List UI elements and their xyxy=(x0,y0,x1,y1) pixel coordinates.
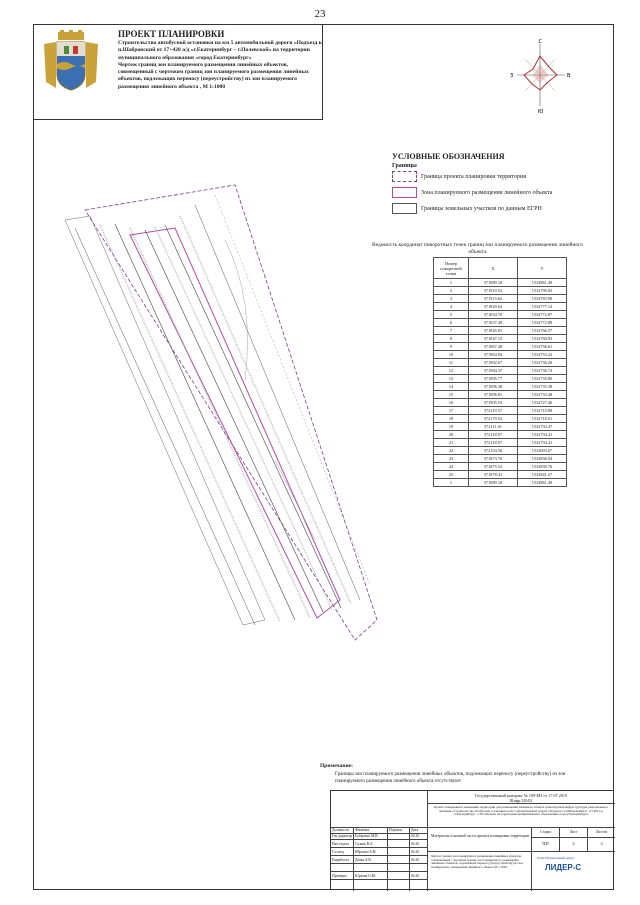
wind-rose-icon xyxy=(505,34,575,114)
road-centerline xyxy=(145,230,323,612)
coord-point-number: 20 xyxy=(434,431,469,439)
coord-header: X xyxy=(469,258,518,279)
coord-row xyxy=(434,295,567,303)
title-block xyxy=(330,790,614,890)
sheet-value: 2 xyxy=(572,841,575,846)
coord-point-number: 25 xyxy=(434,471,469,479)
coord-y: 1532753.22 xyxy=(518,351,567,359)
coord-y: 1532766.57 xyxy=(518,327,567,335)
coord-x: 371910.52 xyxy=(469,287,518,295)
coord-x: 371896.38 xyxy=(469,383,518,391)
coord-row xyxy=(434,343,567,351)
coord-row xyxy=(434,311,567,319)
coord-y: 1532772.88 xyxy=(518,319,567,327)
legend-item-land-parcels xyxy=(392,203,542,214)
coord-y: 1532736.20 xyxy=(518,359,567,367)
legend-item-project-boundary xyxy=(392,171,526,182)
coord-point-number: 13 xyxy=(434,375,469,383)
compass-south: Ю xyxy=(538,109,544,114)
page-number: 23 xyxy=(314,8,326,20)
coord-point-number: 11 xyxy=(434,359,469,367)
coord-row xyxy=(434,319,567,327)
coord-row xyxy=(434,463,567,471)
coord-point-number: 19 xyxy=(434,423,469,431)
coord-y: 1532861.49 xyxy=(518,279,567,287)
signer-date: 04.20 xyxy=(411,834,420,838)
coord-y: 1532733.48 xyxy=(518,391,567,399)
coord-row xyxy=(434,455,567,463)
compass-west: З xyxy=(510,73,514,79)
project-description-line-2: Чертеж границ зон планируемого размещения линейных объектов, совмещенный с чертежом границ зон планируемого размещения линейных объектов, подлежащих переносу (переустройству) из зон планируемого размещения линейного объекта , М 1:1000 xyxy=(118,61,309,90)
coord-point-number: 9 xyxy=(434,343,469,351)
legend-label: Зона планируемого размещения линейного объекта xyxy=(421,189,553,196)
signer-name: Бобровых М.В. xyxy=(355,834,379,838)
coord-x: 371892.67 xyxy=(469,359,518,367)
road-edge xyxy=(115,224,295,620)
coord-y: 1532718.01 xyxy=(518,415,567,423)
coord-x: 372111.01 xyxy=(469,423,518,431)
signer-date: 04.20 xyxy=(411,842,420,846)
legend-label: Границы земельных участков по данным ЕГРН xyxy=(421,205,542,212)
coord-point-number: 4 xyxy=(434,303,469,311)
stamp-column-header: Должность xyxy=(332,828,350,832)
coord-x: 371829.64 xyxy=(469,303,518,311)
signer-name: Деева А.В. xyxy=(355,858,372,862)
signer-date: 04.20 xyxy=(411,874,420,878)
coord-row xyxy=(434,375,567,383)
coord-y: 1532736.74 xyxy=(518,367,567,375)
coord-y: 1532861.49 xyxy=(518,479,567,487)
sheet-label: Лист xyxy=(569,830,578,834)
sheet-title: Материалы основной части проекта планировки территории xyxy=(431,834,530,838)
coord-row xyxy=(434,287,567,295)
stamp-column-header: Подпись xyxy=(389,828,403,832)
coord-x: 372118.97 xyxy=(469,439,518,447)
coord-row xyxy=(434,383,567,391)
coord-point-number: 12 xyxy=(434,367,469,375)
coord-point-number: 2 xyxy=(434,287,469,295)
project-code: Шифр 320/02 xyxy=(509,798,533,803)
coord-y: 1532735.80 xyxy=(518,375,567,383)
coord-point-number: 1 xyxy=(434,479,469,487)
stage-label: Стадия xyxy=(540,830,551,834)
signer-position: Ген.директор xyxy=(332,834,353,838)
road-edge xyxy=(195,205,360,600)
coord-x: 371837.49 xyxy=(469,319,518,327)
compass-east: В xyxy=(567,73,571,79)
coord-y: 1532777.14 xyxy=(518,303,567,311)
signer-position: Нач.отдела xyxy=(332,842,349,846)
coord-point-number: 7 xyxy=(434,327,469,335)
coord-row xyxy=(434,351,567,359)
coord-y: 1532756.61 xyxy=(518,343,567,351)
coordinates-table xyxy=(433,257,567,487)
coord-x: 371834.70 xyxy=(469,311,518,319)
land-parcel xyxy=(65,216,265,625)
coord-x: 371889.18 xyxy=(469,479,518,487)
coord-row xyxy=(434,407,567,415)
legend-swatch xyxy=(392,187,417,198)
legend-swatch xyxy=(392,203,417,214)
coord-x: 371864.94 xyxy=(469,351,518,359)
city-emblem xyxy=(40,30,102,92)
signer-name: Ибрагим А.Н. xyxy=(355,850,377,854)
project-description-line-1: Строительство автобусной остановки на км 5 автомобильной дороги «Подъезд к п.Шабровский от 17+420 а/д «г.Екатеринбург – г.Полевской» на территории муниципального образования «город Екатеринбург» xyxy=(118,40,322,61)
signer-name: Юрлова О.Ю. xyxy=(355,874,377,878)
sheets-label: Листов xyxy=(596,830,607,834)
signer-date: 04.20 xyxy=(411,858,420,862)
coord-point-number: 21 xyxy=(434,439,469,447)
legend-item-placement-zone xyxy=(392,187,552,198)
hatching xyxy=(130,228,310,618)
hatching xyxy=(180,216,351,604)
coord-row xyxy=(434,439,567,447)
compass-north: С xyxy=(538,39,542,45)
coord-point-number: 15 xyxy=(434,391,469,399)
coord-point-number: 24 xyxy=(434,463,469,471)
coord-row xyxy=(434,359,567,367)
coord-y: 1532710.88 xyxy=(518,407,567,415)
company-subtitle: ООО Независимый центр xyxy=(537,856,575,860)
legend-title: УСЛОВНЫЕ ОБОЗНАЧЕНИЯ xyxy=(392,152,505,161)
coord-x: 371867.48 xyxy=(469,343,518,351)
coord-x: 371895.77 xyxy=(469,375,518,383)
stamp-column-header: Дата xyxy=(411,828,419,832)
coord-x: 371896.81 xyxy=(469,391,518,399)
coord-y: 1532783.98 xyxy=(518,295,567,303)
signer-name: Сузная В.А. xyxy=(355,842,374,846)
coord-point-number: 10 xyxy=(434,351,469,359)
note-text: Границы зон планируемого размещения линейных объектов, подлежащих переносу (переустройству) из зон планируемого размещения линейного объекта отсутствуют xyxy=(335,772,566,784)
project-title: ПРОЕКТ ПЛАНИРОВКИ xyxy=(118,29,225,39)
coord-y: 1532841.27 xyxy=(518,471,567,479)
coord-table-caption: Ведомость координат поворотных точек границ зон планируемого размещения линейного объекта xyxy=(371,242,584,255)
company-logo: ЛИДЕР-С xyxy=(545,863,582,872)
coord-point-number: 16 xyxy=(434,399,469,407)
site-plan-map xyxy=(55,180,385,650)
note-title: Примечание: xyxy=(320,763,354,769)
coord-x: 371915.62 xyxy=(469,295,518,303)
coord-x: 371845.81 xyxy=(469,327,518,335)
stamp-project-description: Проект планировки и межевания территории для размещения линейного объекта транспортной инфраструктуры регионального значения «Строительство автобусной остановки на км 5 автомобильной дороги «Подъезд к п.Шабровский от 17+420 а/д «г.Екатеринбург – г.Полевской» на территории муниципального образования «город Екатеринбург» xyxy=(433,805,609,817)
coord-point-number: 3 xyxy=(434,295,469,303)
coord-point-number: 22 xyxy=(434,447,469,455)
coord-row xyxy=(434,367,567,375)
coord-point-number: 18 xyxy=(434,415,469,423)
coord-y: 1532693.67 xyxy=(518,447,567,455)
coord-point-number: 5 xyxy=(434,311,469,319)
coord-row xyxy=(434,335,567,343)
coord-y: 1532760.93 xyxy=(518,335,567,343)
utility-line xyxy=(225,240,248,380)
coord-row xyxy=(434,431,567,439)
coord-point-number: 23 xyxy=(434,455,469,463)
coord-point-number: 8 xyxy=(434,335,469,343)
coord-point-number: 6 xyxy=(434,319,469,327)
coord-y: 1532704.47 xyxy=(518,423,567,431)
hatching xyxy=(100,225,280,622)
coord-x: 371847.15 xyxy=(469,335,518,343)
legend-subtitle: Границы xyxy=(392,163,417,169)
coord-row xyxy=(434,415,567,423)
sheets-value: 3 xyxy=(600,841,603,846)
utility-line xyxy=(215,195,370,585)
coord-row xyxy=(434,399,567,407)
drawing-description: Чертеж границ зон планируемого размещения линейных объектов, совмещенный с чертежом границ зон планируемого размещения линейных объектов, подлежащих переносу (переустройству) из зон планируемого размещения линейного объекта М 1:1000 xyxy=(431,854,523,870)
stamp-column-header: Фамилия xyxy=(355,828,370,832)
coord-point-number: 17 xyxy=(434,407,469,415)
coord-x: 372170.52 xyxy=(469,415,518,423)
road-edge xyxy=(165,225,341,608)
coord-row xyxy=(434,423,567,431)
coord-x: 371873.76 xyxy=(469,455,518,463)
coord-row xyxy=(434,471,567,479)
legend-swatch xyxy=(392,171,417,182)
coord-y: 1532704.41 xyxy=(518,439,567,447)
coord-point-number: 14 xyxy=(434,383,469,391)
coord-row xyxy=(434,327,567,335)
signer-position: Разработал xyxy=(332,858,350,862)
hatching xyxy=(155,227,332,610)
coord-x: 371878.41 xyxy=(469,471,518,479)
legend-label: Граница проекта планировки территории xyxy=(421,173,527,180)
coord-x: 371889.18 xyxy=(469,279,518,287)
coord-row xyxy=(434,303,567,311)
coord-y: 1532735.38 xyxy=(518,383,567,391)
project-description xyxy=(118,40,323,91)
coord-x: 371905.53 xyxy=(469,399,518,407)
coord-y: 1532799.63 xyxy=(518,287,567,295)
coord-header: Номер поворотной точки xyxy=(434,258,469,279)
coord-x: 371984.37 xyxy=(469,367,518,375)
coord-x: 372119.57 xyxy=(469,407,518,415)
contract-number: Государственный контракт № 109-МЗ от 17.07.2019 xyxy=(474,793,568,798)
coord-x: 372104.56 xyxy=(469,447,518,455)
coord-point-number: 1 xyxy=(434,279,469,287)
coord-row xyxy=(434,479,567,487)
coord-header: Y xyxy=(518,258,567,279)
coord-y: 1532704.41 xyxy=(518,431,567,439)
coord-row xyxy=(434,447,567,455)
signer-position: Гл.спец. xyxy=(332,850,345,854)
coord-x: 372118.97 xyxy=(469,431,518,439)
coord-x: 371875.52 xyxy=(469,463,518,471)
stage-value: ПП xyxy=(542,841,549,846)
signer-date: 04.20 xyxy=(411,850,420,854)
coord-y: 1532772.87 xyxy=(518,311,567,319)
road-edge xyxy=(75,228,255,625)
coord-y: 1532839.76 xyxy=(518,463,567,471)
signer-position: Проверил xyxy=(332,874,347,878)
coord-row xyxy=(434,279,567,287)
coord-y: 1532836.94 xyxy=(518,455,567,463)
coord-row xyxy=(434,391,567,399)
coord-y: 1532727.46 xyxy=(518,399,567,407)
